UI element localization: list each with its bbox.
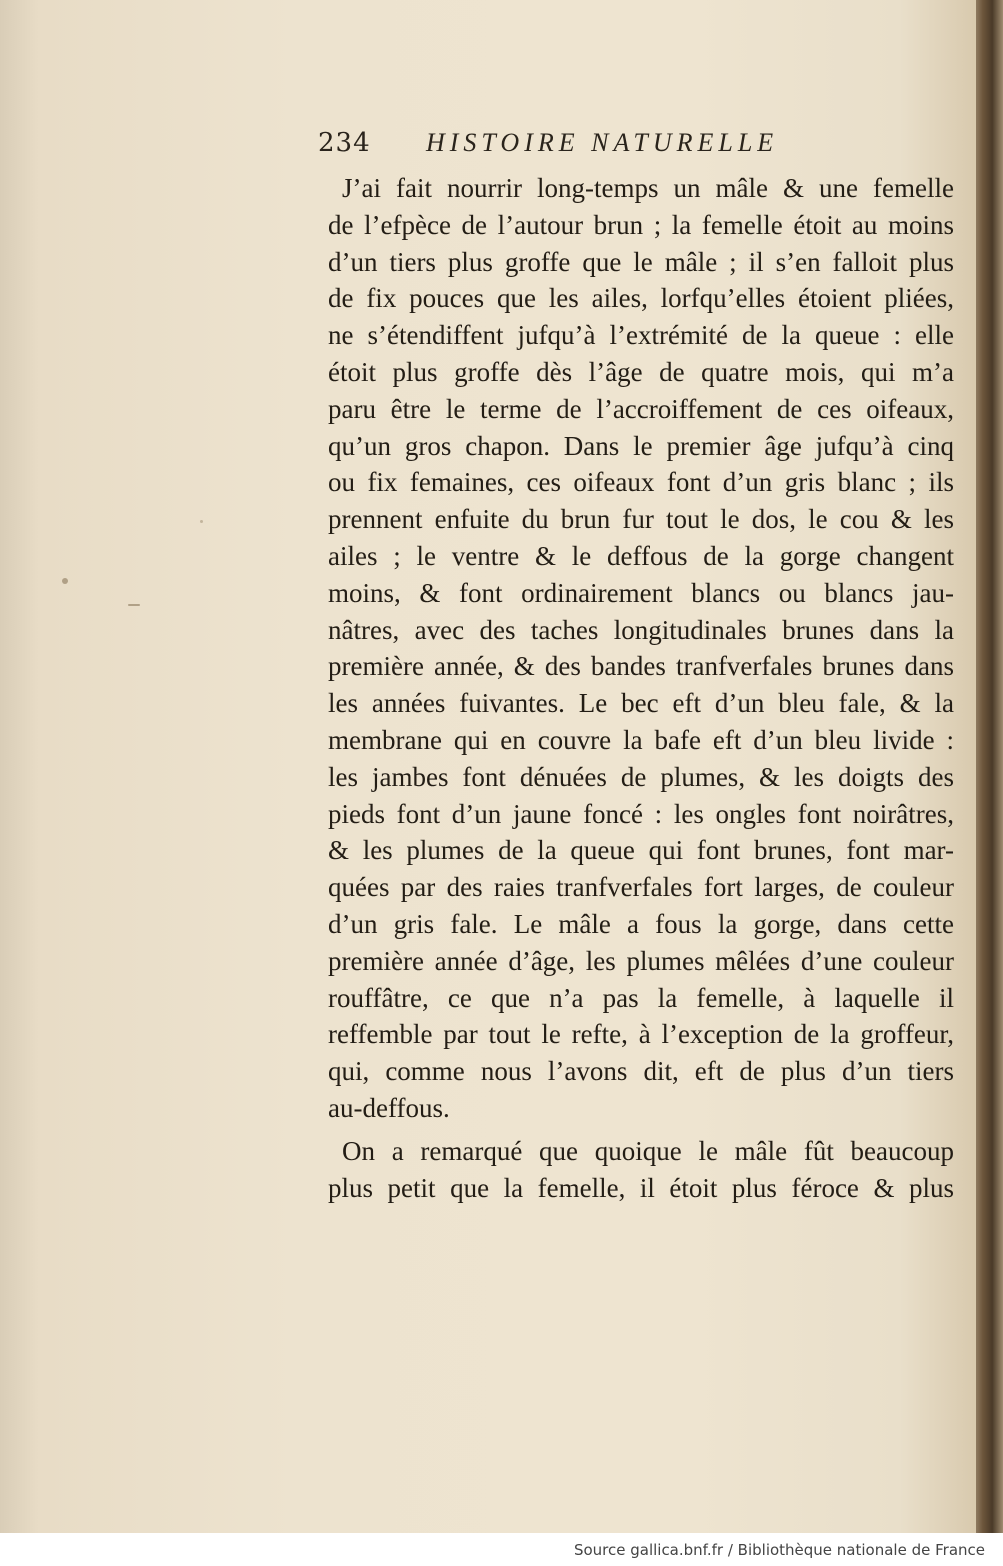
text-line: pieds font d’un jaune foncé : les ongles font noirâtres, bbox=[328, 798, 954, 829]
text-line: les jambes font dénuées de plumes, & les doigts des bbox=[328, 761, 954, 792]
text-line: & les plumes de la queue qui font brunes, font mar- bbox=[328, 835, 954, 866]
text-line: de fix pouces que les ailes, lorfqu’elles étoient pliées, bbox=[328, 283, 954, 314]
text-line: qu’un gros chapon. Dans le premier âge jufqu’à cinq bbox=[328, 430, 954, 461]
page-header bbox=[318, 128, 878, 168]
text-line: au-deffous. bbox=[328, 1092, 450, 1123]
text-line: étoit plus groffe dès l’âge de quatre mois, qui m’a bbox=[328, 356, 954, 387]
paper-stain bbox=[62, 578, 68, 584]
paragraph bbox=[328, 1133, 954, 1207]
text-line: On a remarqué que quoique le mâle fût beaucoup bbox=[342, 1135, 954, 1166]
text-line: rouffâtre, ce que n’a pas la femelle, à laquelle il bbox=[328, 982, 954, 1013]
page-number: 234 bbox=[318, 128, 371, 158]
body-text bbox=[328, 170, 954, 1206]
text-line: prennent enfuite du brun fur tout le dos, le cou & les bbox=[328, 504, 954, 535]
text-line: d’un gris fale. Le mâle a fous la gorge, dans cette bbox=[328, 908, 954, 939]
text-line: nâtres, avec des taches longitudinales brunes dans la bbox=[328, 614, 954, 645]
source-bar bbox=[0, 1533, 1003, 1566]
binding-edge bbox=[976, 0, 1003, 1533]
text-line: ne s’étendiffent jufqu’à l’extrémité de la queue : elle bbox=[328, 320, 954, 351]
paragraph-list bbox=[328, 170, 954, 1206]
text-line: de l’efpèce de l’autour brun ; la femelle étoit au moins bbox=[328, 209, 954, 240]
paper-stain bbox=[200, 520, 203, 523]
running-title: HISTOIRE NATURELLE bbox=[426, 128, 779, 157]
text-line: paru être le terme de l’accroiffement de ces oifeaux, bbox=[328, 393, 954, 424]
text-line: ou fix femaines, ces oifeaux font d’un gris blanc ; ils bbox=[328, 467, 954, 498]
text-line: première année d’âge, les plumes mêlées d’une couleur bbox=[328, 945, 954, 976]
text-line: première année, & des bandes tranfverfales brunes dans bbox=[328, 651, 954, 682]
text-line: J’ai fait nourrir long-temps un mâle & une femelle bbox=[342, 173, 954, 203]
text-line: membrane qui en couvre la bafe eft d’un bleu livide : bbox=[328, 724, 954, 755]
text-line: reffemble par tout le refte, à l’exception de la groffeur, bbox=[328, 1019, 954, 1050]
text-line: les années fuivantes. Le bec eft d’un bleu fale, & la bbox=[328, 688, 954, 719]
text-line: quées par des raies tranfverfales fort larges, de couleur bbox=[328, 872, 954, 903]
text-line: plus petit que la femelle, il étoit plus féroce & plus bbox=[328, 1172, 954, 1203]
paper-stain bbox=[128, 604, 140, 606]
paragraph bbox=[328, 170, 954, 1127]
source-credit: Source gallica.bnf.fr / Bibliothèque nationale de France bbox=[573, 1541, 985, 1559]
text-line: ailes ; le ventre & le deffous de la gorge changent bbox=[328, 540, 954, 571]
text-line: moins, & font ordinairement blancs ou blancs jau- bbox=[328, 577, 954, 608]
text-line: qui, comme nous l’avons dit, eft de plus d’un tiers bbox=[328, 1056, 954, 1087]
text-line: d’un tiers plus groffe que le mâle ; il s’en falloit plus bbox=[328, 246, 954, 277]
